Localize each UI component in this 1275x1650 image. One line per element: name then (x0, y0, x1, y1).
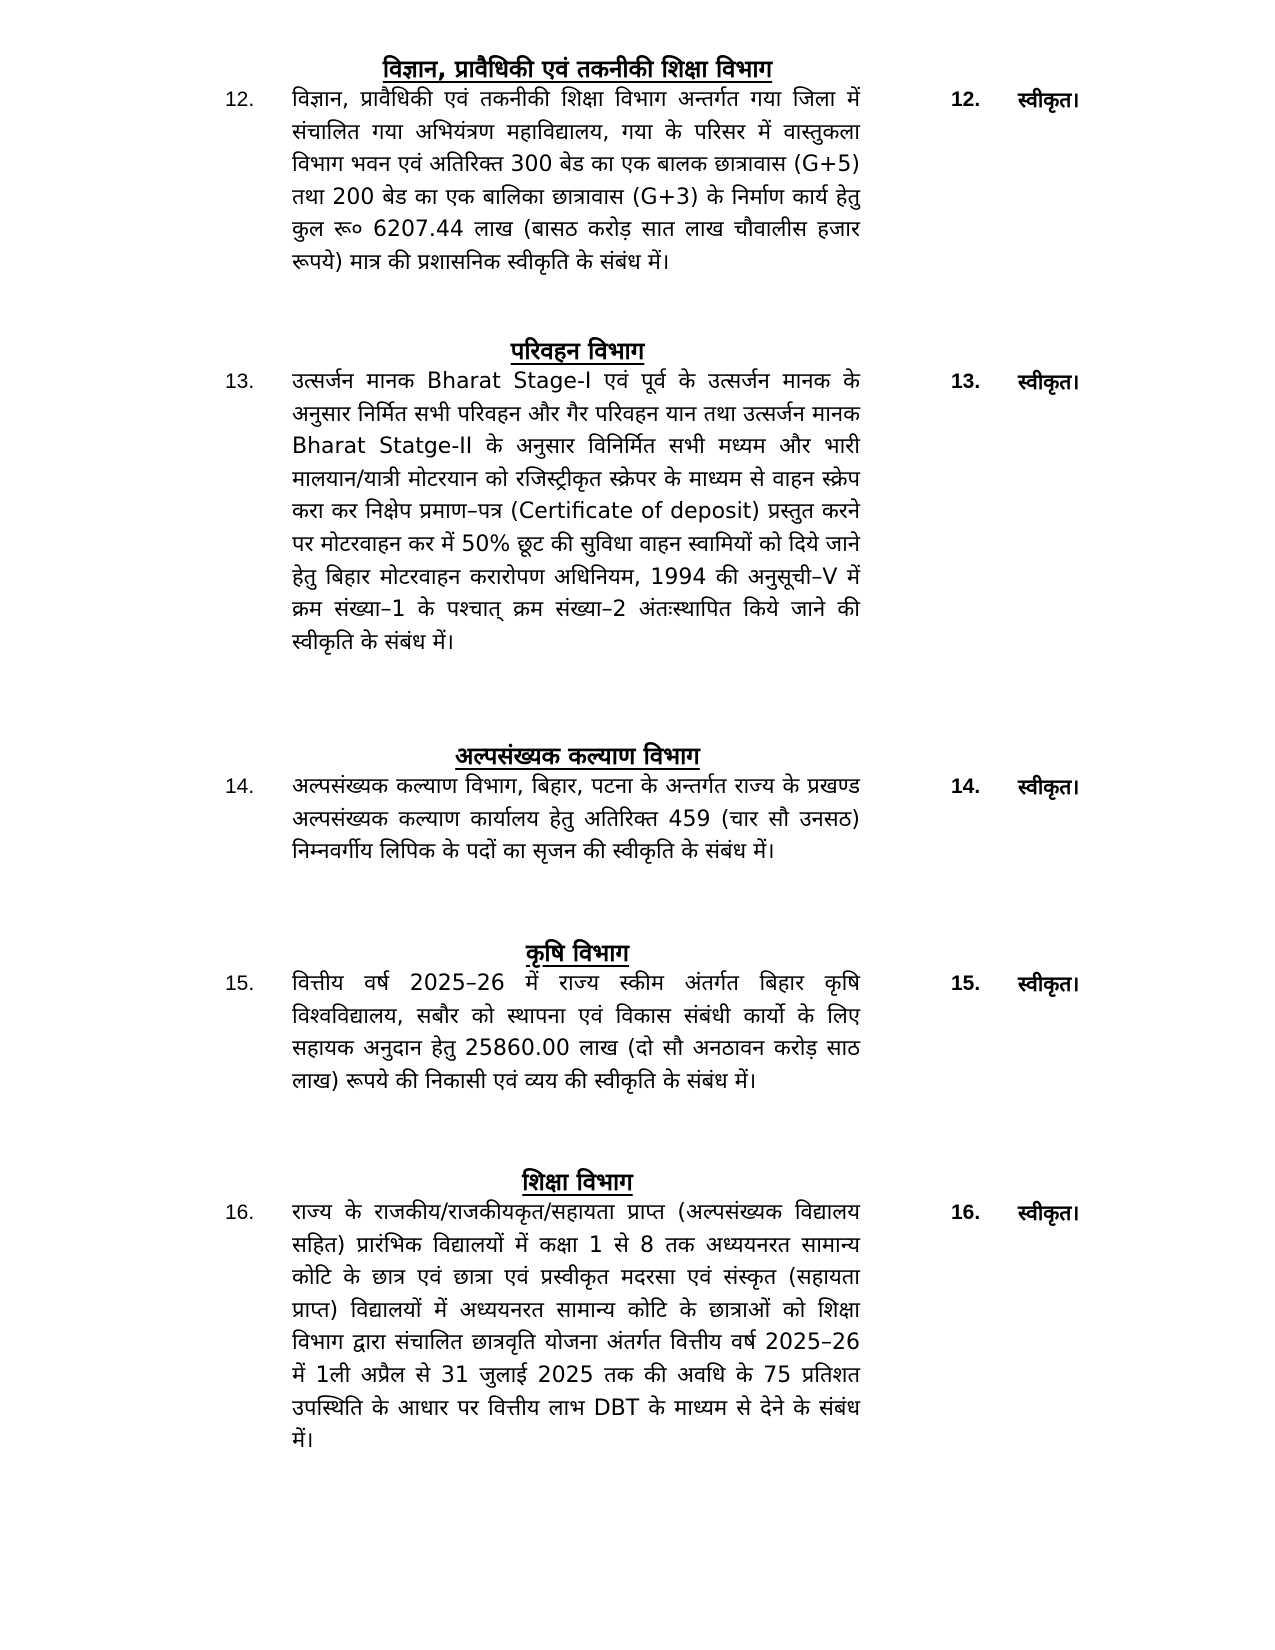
item-number: 13. (225, 370, 255, 393)
item-description: उत्सर्जन मानक Bharat Stage-I एवं पूर्व के उत्सर्जन मानक के अनुसार निर्मित सभी परिवहन और गैर परिवहन यान तथा उत्सर्जन मानक Bharat Statge-II के अनुसार विनिर्मित सभी मध्यम और भारी मालयान/यात्री मोटरयान को रजिस्ट्रीकृत स्क्रेपर के माध्यम से वाहन स्क्रेप करा कर निक्षेप प्रमाण–पत्र (Certificate of deposit) प्रस्तुत करने पर मोटरवाहन कर में 50% छूट की सुविधा वाहन स्वामियों को दिये जाने हेतु बिहार मोटरवाहन करारोपण अधिनियम, 1994 की अनुसूची–V में क्रम संख्या–1 के पश्चात् क्रम संख्या–2 अंतःस्थापित किये जाने की स्वीकृति के संबंध में। (292, 369, 860, 655)
department-heading: शिक्षा विभाग (522, 1168, 633, 1196)
item-description: विज्ञान, प्रावैधिकी एवं तकनीकी शिक्षा विभाग अन्तर्गत गया जिला में संचालित गया अभियंत्रण महाविद्यालय, गया के परिसर में वास्तुकला विभाग भवन एवं अतिरिक्त 300 बेड का एक बालक छात्रावास (G+5) तथा 200 बेड का एक बालिका छात्रावास (G+3) के निर्माण कार्य हेतु कुल रू० 6207.44 लाख (बासठ करोड़ सात लाख चौवालीस हजार रूपये) मात्र की प्रशासनिक स्वीकृति के संबंध में। (292, 87, 860, 275)
item-description: राज्य के राजकीय/राजकीयकृत/सहायता प्राप्त (अल्पसंख्यक विद्यालय सहित) प्रारंभिक विद्यालयों में कक्षा 1 से 8 तक अध्ययनरत सामान्य कोटि के छात्र एवं छात्रा एवं प्रस्वीकृत मदरसा एवं संस्कृत (सहायता प्राप्त) विद्यालयों में अध्ययनरत सामान्य कोटि के छात्राओं को शिक्षा विभाग द्वारा संचालित छात्रवृति योजना अंतर्गत वित्तीय वर्ष 2025–26 में 1ली अप्रैल से 31 जुलाई 2025 तक की अवधि के 75 प्रतिशत उपस्थिति के आधार पर वित्तीय लाभ DBT के माध्यम से देने के संबंध में। (292, 1200, 860, 1454)
decision-number: 16. (951, 1201, 981, 1224)
decision-number: 14. (951, 775, 981, 798)
department-heading: विज्ञान, प्रावैधिकी एवं तकनीकी शिक्षा विभाग (382, 55, 773, 83)
item-number: 15. (225, 972, 255, 995)
item-number: 16. (225, 1201, 255, 1224)
decision-status: स्वीकृत। (1018, 972, 1080, 996)
decision-status: स्वीकृत। (1018, 370, 1080, 394)
decision-number: 15. (951, 972, 981, 995)
department-heading: कृषि विभाग (525, 939, 630, 967)
item-description: अल्पसंख्यक कल्याण विभाग, बिहार, पटना के अन्तर्गत राज्य के प्रखण्ड अल्पसंख्यक कल्याण कार्यालय हेतु अतिरिक्त 459 (चार सौ उनसठ) निम्नवर्गीय लिपिक के पदों का सृजन की स्वीकृति के संबंध में। (292, 774, 860, 865)
item-number: 14. (225, 775, 255, 798)
decision-status: स्वीकृत। (1018, 88, 1080, 112)
item-number: 12. (225, 88, 255, 111)
decision-number: 12. (951, 88, 981, 111)
decision-status: स्वीकृत। (1018, 775, 1080, 799)
decision-status: स्वीकृत। (1018, 1201, 1080, 1225)
department-heading: परिवहन विभाग (510, 337, 645, 365)
department-heading: अल्पसंख्यक कल्याण विभाग (455, 742, 700, 770)
item-description: वित्तीय वर्ष 2025–26 में राज्य स्कीम अंतर्गत बिहार कृषि विश्वविद्यालय, सबौर को स्थापना एवं विकास संबंधी कार्यो के लिए सहायक अनुदान हेतु 25860.00 लाख (दो सौ अनठावन करोड़ साठ लाख) रूपये की निकासी एवं व्यय की स्वीकृति के संबंध में। (292, 971, 860, 1094)
decision-number: 13. (951, 370, 981, 393)
